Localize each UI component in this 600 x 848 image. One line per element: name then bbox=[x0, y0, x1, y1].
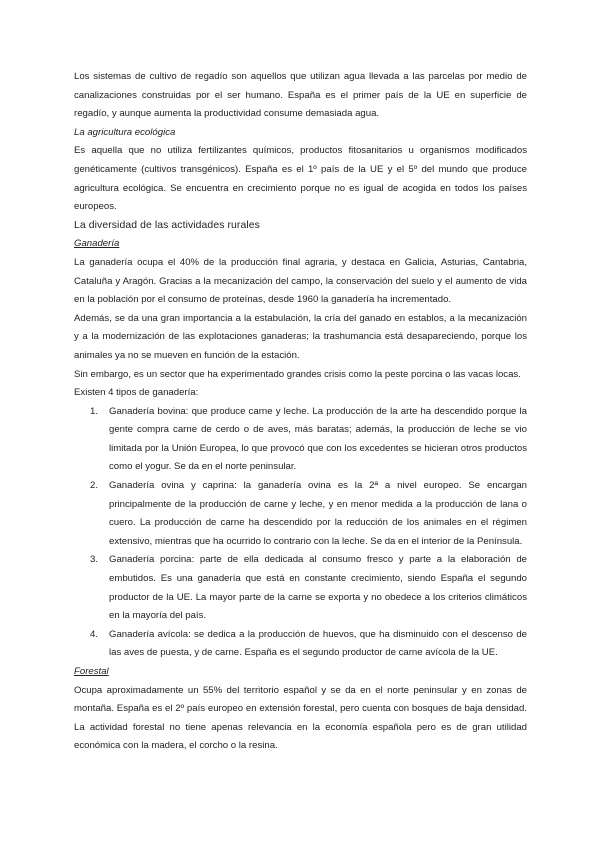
list-item-text: Ganadería bovina: que produce carne y leche. La producción de la arte ha descendido porque la gente compra carne de cerdo o de aves, más baratas; además, la producción de leche se vio limitada por la Unión Europea, lo que provocó que con los excedentes se hicieran otros productos como el yogur. Se da en el norte peninsular. bbox=[109, 405, 527, 473]
list-item bbox=[74, 626, 527, 663]
list-item-number: 2. bbox=[90, 480, 99, 492]
list-item bbox=[74, 403, 527, 477]
list-item-text: Ganadería porcina: parte de ella dedicada al consumo fresco y parte a la elaboración de embutidos. Es una ganadería que está en constante crecimiento, siendo España el segundo productor de la UE. La mayor parte de la carne se exporta y no obedece a los criterios climáticos en la mayoría del país. bbox=[109, 554, 527, 622]
paragraph-forestal: Ocupa aproximadamente un 55% del territorio español y se da en el norte peninsular y en zonas de montaña. España es el 2º país europeo en extensión forestal, pero cuenta con bosques de baja densidad. La actividad forestal no tiene apenas relevancia en la economía española pero es de gran utilidad económica con la madera, el corcho o la resina. bbox=[74, 684, 527, 752]
list-item bbox=[74, 477, 527, 551]
paragraph-ganaderia-2: Además, se da una gran importancia a la estabulación, la cría del ganado en establos, a la mecanización y a la modernización de las explotaciones ganaderas; la trashumancia está desapareciendo, porque los animales ya no se mueven en función de la estación. bbox=[74, 312, 527, 361]
heading-forestal: Forestal bbox=[74, 666, 109, 677]
list-item-number: 3. bbox=[90, 554, 99, 566]
heading-diversidad-actividades-rurales: La diversidad de las actividades rurales bbox=[74, 219, 260, 231]
paragraph-ganaderia-1: La ganadería ocupa el 40% de la producción final agraria, y destaca en Galicia, Asturias, Cantabria, Cataluña y Aragón. Gracias a la mecanización del campo, la conservación del suelo y el aumento de vida en la población por el consumo de proteínas, desde 1960 la ganadería ha incrementado. bbox=[74, 256, 527, 306]
list-item-text: Ganadería avícola: se dedica a la producción de huevos, que ha disminuido con el descenso de las aves de puesta, y de carne. España es el segundo productor de carne avícola de la UE. bbox=[109, 628, 527, 659]
heading-ganaderia: Ganadería bbox=[74, 238, 120, 250]
list-item bbox=[74, 551, 527, 625]
paragraph-ganaderia-3: Sin embargo, es un sector que ha experimentado grandes crisis como la peste porcina o las vacas locas. bbox=[74, 368, 521, 380]
heading-agricultura-ecologica: La agricultura ecológica bbox=[74, 126, 176, 138]
list-item-text: Ganadería ovina y caprina: la ganadería ovina es la 2ª a nivel europeo. Se encargan principalmente de la producción de carne y leche, y en menor medida a la producción de lana o cuero. La producción de carne ha descendido por la reducción de los animales en el régimen extensivo, mientras que ha ocurrido lo contrario con la leche. Se da en el interior de la Península. bbox=[109, 480, 527, 547]
paragraph-tipos-intro: Existen 4 tipos de ganadería: bbox=[74, 387, 199, 399]
paragraph-ecologica: Es aquella que no utiliza fertilizantes químicos, productos fitosanitarios u organismos modificados genéticamente (cultivos transgénicos). España es el 1º país de la UE y el 5º del mundo que produce agricultura ecológica. Se encuentra en crecimiento porque no es igual de acogida en todos los países europeos. bbox=[74, 145, 527, 213]
list-item-number: 1. bbox=[90, 405, 99, 417]
document-page bbox=[74, 68, 527, 756]
paragraph-regadio: Los sistemas de cultivo de regadío son aquellos que utilizan agua llevada a las parcelas por medio de canalizaciones construidas por el ser humano. España es el primer país de la UE en superficie de regadío, y aunque aumenta la productividad consume demasiada agua. bbox=[74, 71, 527, 120]
list-item-number: 4. bbox=[90, 628, 99, 640]
list-tipos-ganaderia bbox=[74, 403, 527, 663]
